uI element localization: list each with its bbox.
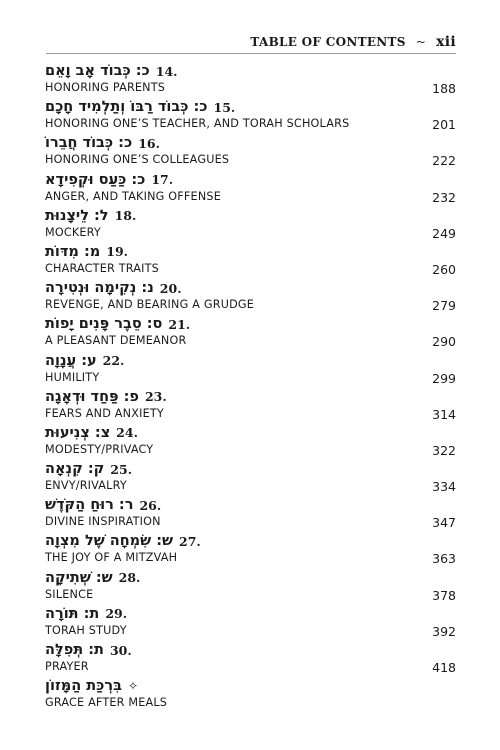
running-header — [250, 34, 456, 50]
toc-entry-heading-line — [45, 98, 235, 116]
toc-entry-page-number: 322 — [432, 442, 456, 458]
toc-entry-heading-line — [45, 207, 136, 225]
toc-entry — [45, 495, 456, 531]
toc-entry-page-number: 392 — [432, 623, 456, 639]
toc-entry-heading-line — [45, 243, 128, 261]
header-page-number: xii — [436, 34, 456, 50]
toc-entry-page-number: 188 — [432, 81, 456, 96]
toc-entry — [45, 423, 456, 459]
toc-entry-english-title: ENVY/RIVALRY — [45, 479, 127, 493]
toc-entry-page-number: 314 — [432, 406, 456, 422]
toc-entry — [45, 640, 456, 676]
toc-entry — [45, 351, 456, 387]
toc-entry-hebrew-title: כ: כְּבוֹד אָב וָאֵם — [45, 63, 150, 79]
toc-entry-page-number: 232 — [432, 189, 456, 205]
toc-entry-number: 15. — [213, 99, 236, 115]
toc-entry-hebrew-title: ק: קִנְאָה — [45, 461, 105, 478]
toc-entry-heading-line — [45, 315, 190, 333]
toc-entry-hebrew-title: פ: פַּחַד וּדְאָגָה — [45, 388, 139, 405]
toc-entry-english-title: TORAH STUDY — [45, 623, 127, 637]
toc-entry-number: 25. — [110, 461, 133, 477]
toc-entry-number: 18. — [114, 208, 137, 224]
toc-entry — [45, 206, 456, 242]
toc-entry-number: 23. — [144, 389, 167, 405]
toc-entry-hebrew-title: מ: מִדּוֹת — [45, 243, 101, 260]
toc-entry-number: 22. — [102, 353, 125, 368]
toc-entry-heading-line — [45, 171, 173, 189]
toc-entry-number: 19. — [106, 244, 128, 260]
toc-entry-english-title: ANGER, AND TAKING OFFENSE — [45, 189, 221, 203]
toc-entry-hebrew-title: ש: שְׁתִיקָה — [45, 569, 113, 586]
toc-entry-english-title: FEARS AND ANXIETY — [45, 406, 164, 420]
toc-entry-heading-line — [45, 424, 138, 442]
toc-entry-page-number: 334 — [432, 479, 456, 495]
toc-entry-english-title: SILENCE — [45, 587, 94, 601]
toc-entry-english-title: MODESTY/PRIVACY — [45, 442, 154, 456]
toc-entry-hebrew-title: כ: כְּבוֹד רַבּוֹ וְתַלְמִיד חָכָם — [45, 99, 208, 116]
toc-entry-english-title: PRAYER — [45, 660, 89, 673]
toc-entry-english-title: HONORING ONE’S TEACHER, AND TORAH SCHOLARS — [45, 117, 350, 131]
toc-entry-page-number: 260 — [432, 261, 456, 277]
toc-entry-heading-line — [45, 134, 160, 152]
toc-entry-hebrew-title: ע: עֲנָוָה — [45, 352, 97, 369]
toc-entry-hebrew-title: בִּרְכַּת הַמָּזוֹן — [45, 678, 122, 695]
toc-entry-page-number: 249 — [432, 225, 456, 241]
toc-entry-page-number: 279 — [432, 298, 456, 314]
toc-entry-number: 21. — [168, 316, 191, 332]
toc-entry-hebrew-title: צ: צְנִיעוּת — [45, 424, 111, 441]
toc-entry-heading-line — [45, 496, 161, 514]
toc-entry-hebrew-title: נ: נְקִימָה וּנְטִירָה — [45, 280, 154, 297]
toc-entry-english-title: HUMILITY — [45, 370, 100, 384]
toc-entry-english-title: THE JOY OF A MITZVAH — [45, 551, 178, 565]
toc-entry — [45, 242, 456, 278]
toc-entry-english-title: A PLEASANT DEMEANOR — [45, 334, 187, 348]
toc-entry — [45, 170, 456, 206]
toc-entry-english-title: REVENGE, AND BEARING A GRUDGE — [45, 298, 255, 312]
toc-entry-page-number: 378 — [432, 587, 456, 603]
toc-entry-number: 14. — [155, 63, 178, 79]
table-of-contents — [45, 61, 456, 712]
toc-entry-heading-line — [45, 460, 132, 478]
toc-entry-english-title: CHARACTER TRAITS — [45, 261, 159, 275]
toc-entry-heading-line — [45, 605, 127, 623]
toc-entry-heading-line — [45, 677, 138, 695]
toc-entry-page-number: 418 — [432, 660, 456, 675]
toc-entry-number: 20. — [159, 280, 182, 296]
toc-entry-heading-line — [45, 352, 124, 370]
toc-entry — [45, 278, 456, 314]
toc-entry-english-title: DIVINE INSPIRATION — [45, 515, 161, 529]
toc-entry-heading-line — [45, 641, 132, 659]
toc-entry — [45, 568, 456, 604]
toc-entry-english-title: GRACE AFTER MEALS — [45, 696, 168, 710]
toc-entry-page-number: 201 — [432, 117, 456, 133]
toc-entry-page-number: 222 — [432, 153, 456, 169]
toc-entry-number: 24. — [116, 425, 138, 441]
toc-entry-heading-line — [45, 532, 201, 550]
toc-entry-hebrew-title: כ: כַּעַס וּקְפִידָא — [45, 171, 146, 188]
toc-entry-number: 17. — [151, 172, 174, 188]
toc-entry-english-title: HONORING ONE’S COLLEAGUES — [45, 153, 230, 167]
toc-entry-hebrew-title: ס: סֵבֶר פָּנִים יָפוֹת — [45, 316, 163, 333]
toc-entry — [45, 133, 456, 169]
toc-entry — [45, 61, 456, 97]
toc-entry-number: 26. — [139, 497, 162, 513]
toc-entry-hebrew-title: ל: לֵיצָנוּת — [45, 207, 109, 224]
toc-entry-number: 30. — [109, 642, 132, 658]
toc-entry-hebrew-title: ש: שִׂמְחָה שֶׁל מִצְוָה — [45, 533, 174, 550]
toc-entry — [45, 97, 456, 133]
toc-entry-heading-line — [45, 388, 167, 406]
toc-entry-page-number: 290 — [432, 334, 456, 350]
toc-entry-number: 29. — [105, 606, 128, 622]
header-rule — [46, 53, 456, 54]
toc-entry — [45, 459, 456, 495]
toc-entry-hebrew-title: ת: תּוֹרָה — [45, 605, 100, 622]
header-ornament: ~ — [415, 35, 427, 49]
toc-entry-heading-line — [45, 62, 178, 80]
toc-entry — [45, 531, 456, 567]
toc-entry — [45, 314, 456, 350]
toc-entry — [45, 604, 456, 640]
header-title: TABLE OF CONTENTS — [250, 35, 406, 49]
toc-entry-page-number: 299 — [432, 370, 456, 386]
toc-entry-hebrew-title: ר: רוּחַ הַקֹּדֶשׁ — [45, 497, 134, 514]
flourish-icon: ✧ — [127, 679, 139, 694]
toc-entry-hebrew-title: כ: כְּבוֹד חֲבֵרוֹ — [45, 135, 133, 152]
toc-entry-heading-line — [45, 569, 140, 587]
toc-entry-english-title: HONORING PARENTS — [45, 81, 166, 94]
toc-entry-english-title: MOCKERY — [45, 225, 101, 239]
toc-entry-heading-line — [45, 279, 182, 297]
toc-entry-hebrew-title: ת: תְּפִלָּה — [45, 642, 104, 658]
toc-entry-number: 28. — [118, 570, 141, 586]
toc-entry-page-number: 363 — [432, 551, 456, 567]
toc-entry-page-number: 347 — [432, 515, 456, 531]
toc-entry — [45, 676, 456, 712]
toc-entry — [45, 387, 456, 423]
toc-entry-number: 27. — [179, 533, 201, 549]
toc-entry-number: 16. — [138, 135, 160, 151]
